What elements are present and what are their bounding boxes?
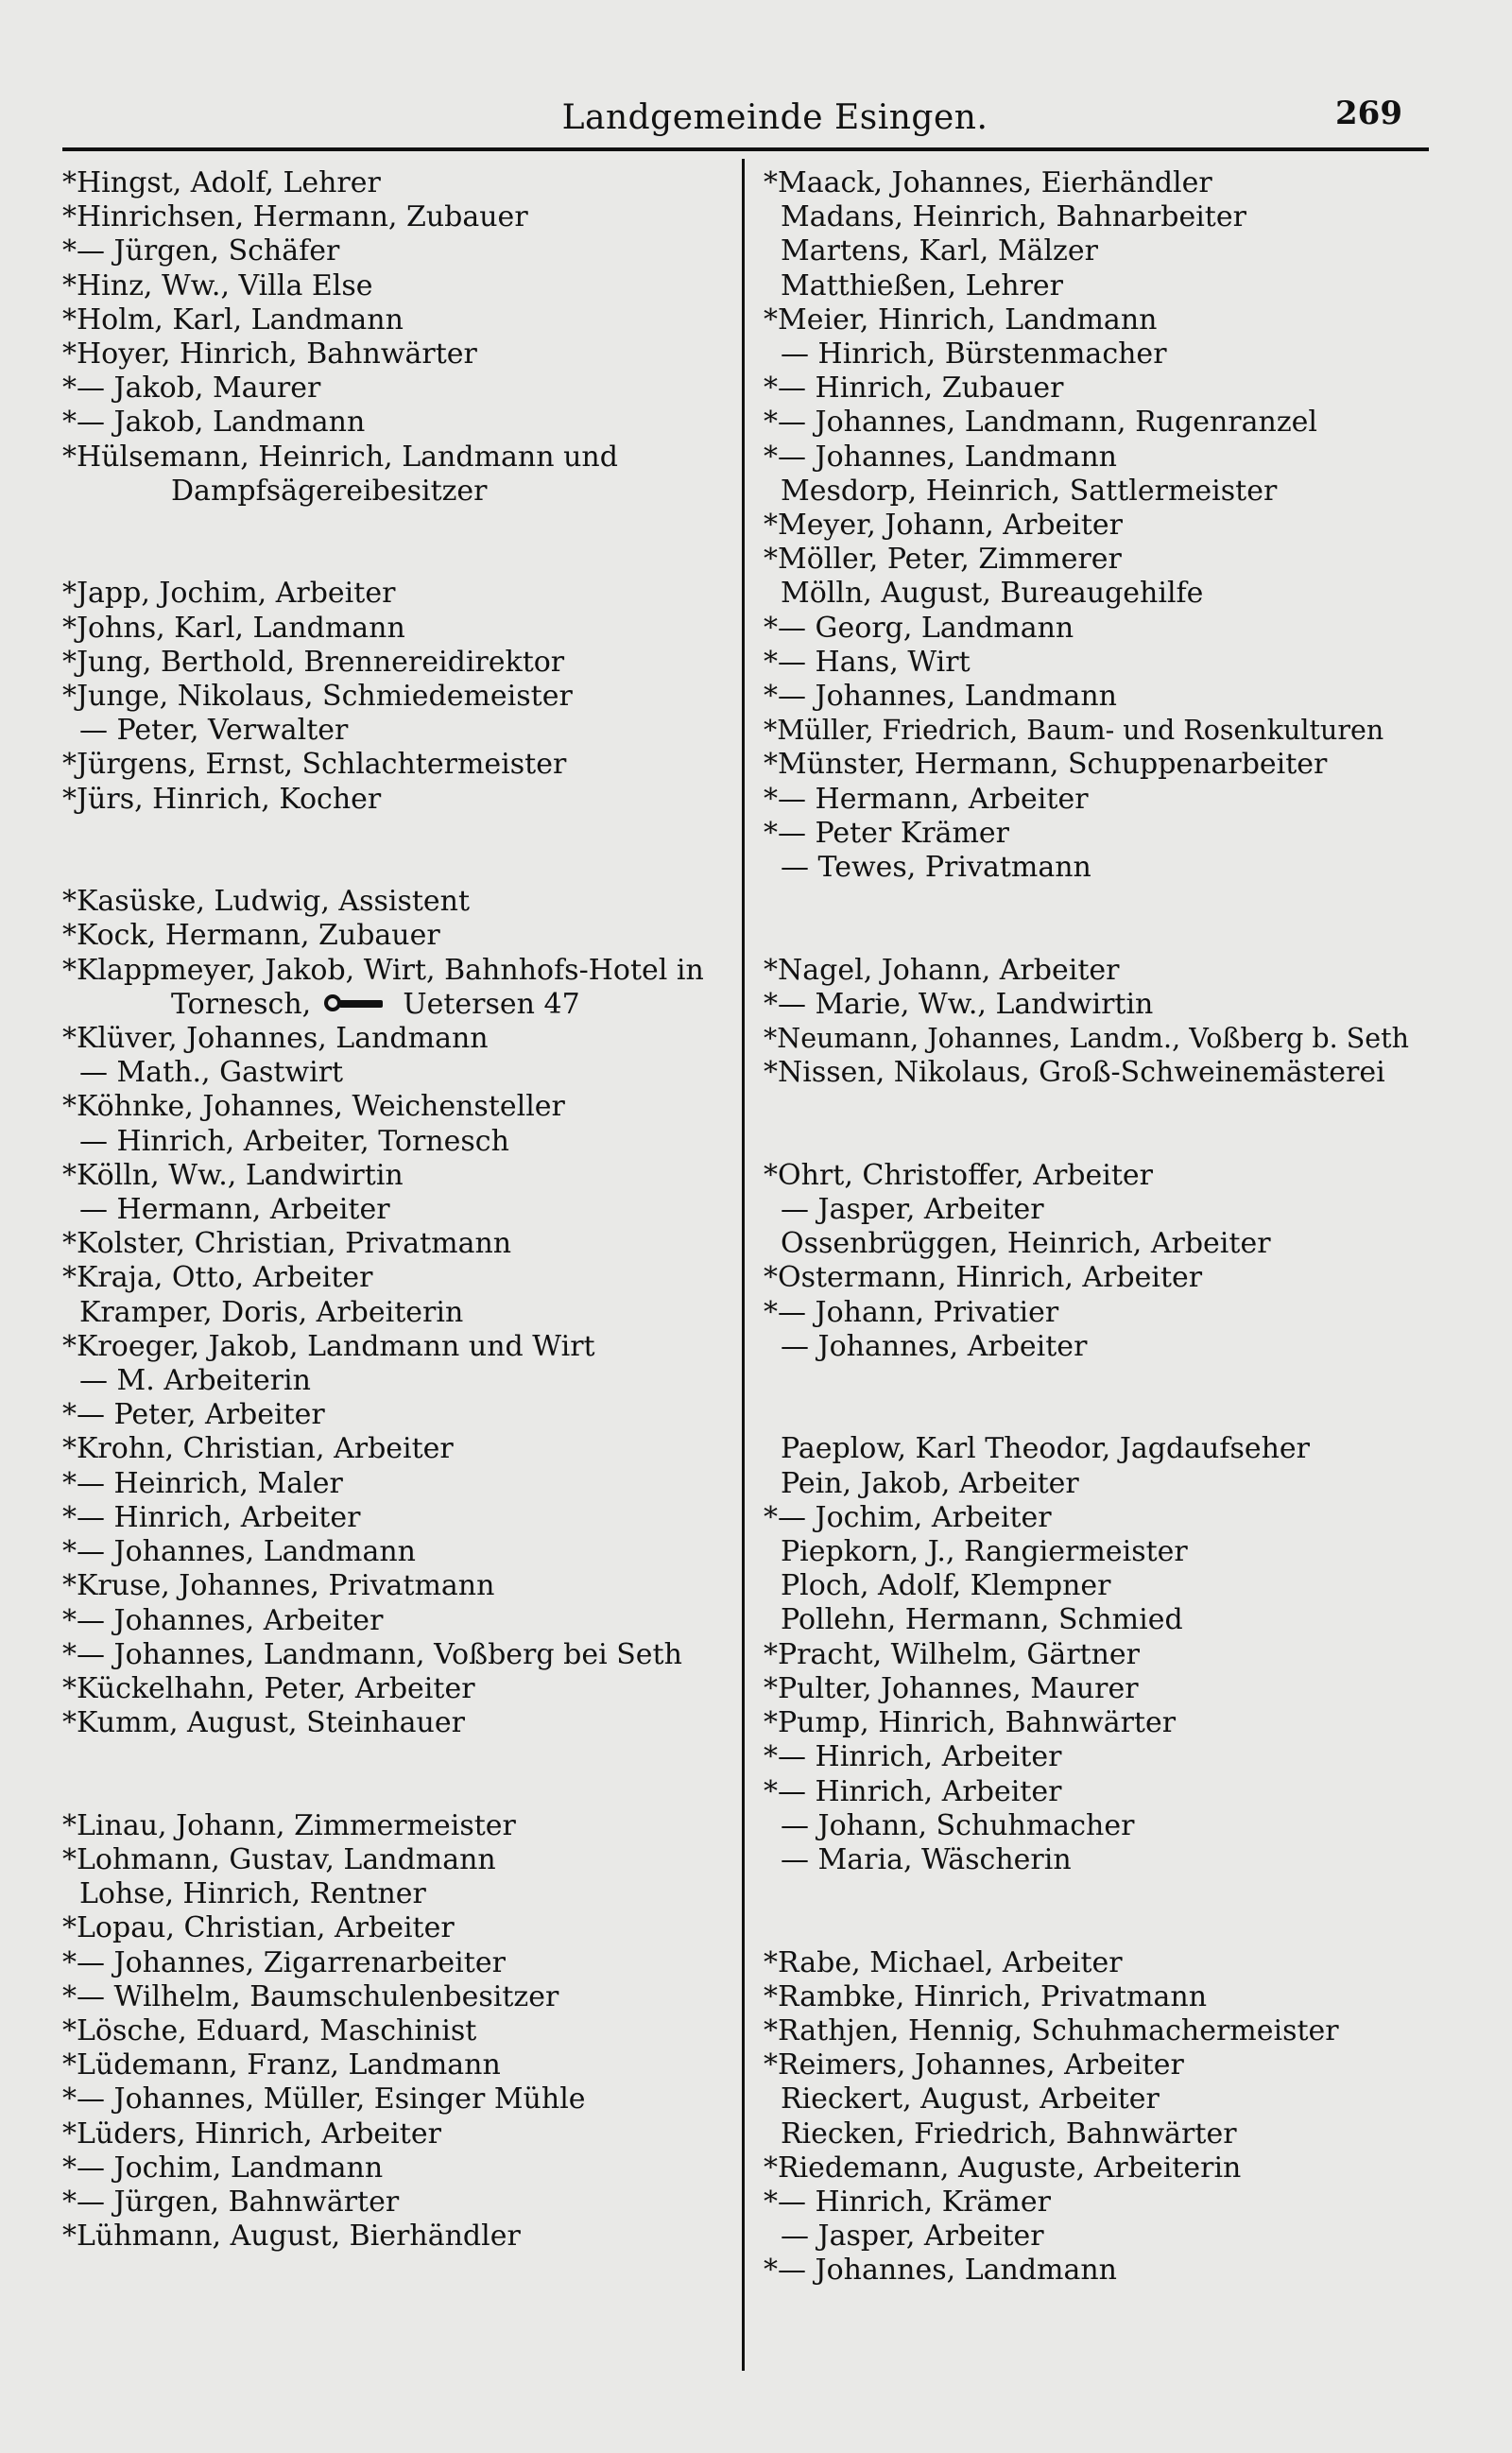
- left-column: [62, 166, 735, 2254]
- directory-entry: *Lösche, Eduard, Maschinist: [62, 2013, 477, 2047]
- directory-entry: *Lopau, Christian, Arbeiter: [62, 1911, 455, 1945]
- directory-entry: *Kruse, Johannes, Privatmann: [62, 1569, 495, 1603]
- letter-section-gap: [764, 1364, 1446, 1432]
- directory-entry: *Ohrt, Christoffer, Arbeiter: [764, 1158, 1154, 1192]
- directory-entry: *— Johannes, Zigarrenarbeiter: [62, 1945, 506, 1979]
- directory-entry-continuation: [62, 988, 735, 1022]
- directory-entry: — Maria, Wäscherin: [781, 1842, 1072, 1876]
- directory-entry: *Lüders, Hinrich, Arbeiter: [62, 2116, 441, 2151]
- directory-entry: *Nagel, Johann, Arbeiter: [764, 953, 1120, 987]
- directory-entry: *Köhnke, Johannes, Weichensteller: [62, 1090, 565, 1124]
- directory-entry: Paeplow, Karl Theodor, Jagdaufseher: [781, 1432, 1311, 1466]
- directory-entry: *Jung, Berthold, Brennereidirektor: [62, 645, 565, 679]
- directory-entry: *Junge, Nikolaus, Schmiedemeister: [62, 680, 573, 714]
- directory-entry: *Neumann, Johannes, Landm., Voßberg b. Seth: [764, 1023, 1409, 1055]
- directory-entry: *Meyer, Johann, Arbeiter: [764, 509, 1124, 543]
- directory-entry: Kramper, Doris, Arbeiterin: [79, 1295, 464, 1329]
- directory-entry: Pein, Jakob, Arbeiter: [781, 1466, 1079, 1500]
- directory-entry: *— Jürgen, Schäfer: [62, 234, 340, 268]
- directory-entry: *— Georg, Landmann: [764, 611, 1074, 645]
- directory-entry: *— Hans, Wirt: [764, 645, 971, 679]
- directory-entry: — Hinrich, Arbeiter, Tornesch: [79, 1124, 509, 1158]
- running-header: Landgemeinde Esingen.: [561, 98, 988, 137]
- directory-entry: Mölln, August, Bureaugehilfe: [781, 577, 1204, 611]
- directory-entry: — M. Arbeiterin: [79, 1364, 311, 1398]
- letter-section-gap: [764, 1090, 1446, 1158]
- directory-entry: — Hermann, Arbeiter: [79, 1193, 390, 1227]
- directory-entry: — Peter, Verwalter: [79, 714, 349, 748]
- directory-entry: *Klappmeyer, Jakob, Wirt, Bahnhofs-Hotel in: [62, 953, 704, 987]
- directory-entry: *Lüdemann, Franz, Landmann: [62, 2048, 501, 2082]
- directory-entry: Madans, Heinrich, Bahnarbeiter: [781, 200, 1246, 234]
- directory-entry: *Pracht, Wilhelm, Gärtner: [764, 1637, 1141, 1671]
- column-divider: [742, 159, 745, 2371]
- directory-entry: *Hingst, Adolf, Lehrer: [62, 166, 381, 199]
- directory-entry: *— Jochim, Landmann: [62, 2151, 384, 2185]
- directory-entry: *— Johannes, Landmann: [764, 680, 1118, 714]
- directory-entry: Mesdorp, Heinrich, Sattlermeister: [781, 474, 1278, 508]
- directory-entry: *— Hermann, Arbeiter: [764, 782, 1089, 816]
- directory-entry: Ossenbrüggen, Heinrich, Arbeiter: [781, 1227, 1271, 1261]
- directory-entry: *— Jürgen, Bahnwärter: [62, 2185, 400, 2219]
- directory-entry: *Kolster, Christian, Privatmann: [62, 1227, 512, 1261]
- directory-entry: Martens, Karl, Mälzer: [781, 234, 1098, 268]
- directory-entry: Matthießen, Lehrer: [781, 268, 1064, 302]
- directory-entry: — Math., Gastwirt: [79, 1056, 344, 1090]
- directory-entry: *Krohn, Christian, Arbeiter: [62, 1432, 454, 1466]
- directory-entry: Piepkorn, J., Rangiermeister: [781, 1535, 1188, 1569]
- directory-entry: *Johns, Karl, Landmann: [62, 611, 405, 645]
- directory-entry: — Jasper, Arbeiter: [781, 1193, 1044, 1227]
- directory-entry: *Japp, Jochim, Arbeiter: [62, 577, 396, 611]
- directory-entry: *Pulter, Johannes, Maurer: [764, 1671, 1139, 1705]
- directory-entry: *Riedemann, Auguste, Arbeiterin: [764, 2151, 1242, 2185]
- directory-entry: *Nissen, Nikolaus, Groß-Schweinemästerei: [764, 1056, 1385, 1090]
- directory-entry: — Jasper, Arbeiter: [781, 2220, 1044, 2254]
- directory-entry: *Kückelhahn, Peter, Arbeiter: [62, 1671, 475, 1705]
- directory-entry: Ploch, Adolf, Klempner: [781, 1569, 1111, 1603]
- directory-entry: *Hoyer, Hinrich, Bahnwärter: [62, 337, 477, 371]
- directory-entry: *Rabe, Michael, Arbeiter: [764, 1945, 1123, 1979]
- directory-entry: *Meier, Hinrich, Landmann: [764, 302, 1158, 337]
- directory-entry: *— Johannes, Landmann: [62, 1535, 417, 1569]
- header-rule: [62, 147, 1429, 151]
- directory-entry: *— Johannes, Landmann: [764, 2254, 1118, 2288]
- directory-entry: — Hinrich, Bürstenmacher: [781, 337, 1167, 371]
- directory-entry: Rieckert, August, Arbeiter: [781, 2082, 1160, 2116]
- directory-entry: *Kumm, August, Steinhauer: [62, 1706, 465, 1740]
- directory-entry: Pollehn, Hermann, Schmied: [781, 1603, 1183, 1637]
- directory-entry: *Maack, Johannes, Eierhändler: [764, 166, 1212, 199]
- directory-entry: *— Hinrich, Zubauer: [764, 371, 1064, 406]
- directory-entry: *Kölln, Ww., Landwirtin: [62, 1158, 404, 1192]
- directory-entry: *Hinrichsen, Hermann, Zubauer: [62, 200, 528, 234]
- letter-section-gap: [62, 509, 735, 577]
- directory-entry: *— Hinrich, Arbeiter: [764, 1740, 1062, 1774]
- directory-entry: *Kasüske, Ludwig, Assistent: [62, 885, 471, 919]
- letter-section-gap: [62, 817, 735, 885]
- directory-entry: *Linau, Johann, Zimmermeister: [62, 1808, 516, 1842]
- directory-entry: *Pump, Hinrich, Bahnwärter: [764, 1706, 1177, 1740]
- directory-entry: Lohse, Hinrich, Rentner: [79, 1877, 426, 1911]
- directory-entry: *Möller, Peter, Zimmerer: [764, 543, 1122, 577]
- page-number: 269: [1335, 95, 1402, 132]
- directory-entry: *— Johannes, Landmann, Voßberg bei Seth: [62, 1637, 682, 1671]
- directory-entry: *— Hinrich, Krämer: [764, 2185, 1051, 2219]
- directory-entry: *— Wilhelm, Baumschulenbesitzer: [62, 1979, 559, 2013]
- directory-entry: *Münster, Hermann, Schuppenarbeiter: [764, 748, 1328, 782]
- letter-section-gap: [764, 1877, 1446, 1945]
- directory-entry: Riecken, Friedrich, Bahnwärter: [781, 2116, 1237, 2151]
- directory-entry: *— Johannes, Landmann, Rugenranzel: [764, 406, 1317, 440]
- directory-entry: *Holm, Karl, Landmann: [62, 302, 404, 337]
- directory-entry: — Johannes, Arbeiter: [781, 1329, 1088, 1363]
- directory-entry: *— Peter Krämer: [764, 816, 1009, 850]
- directory-entry: *Jürgens, Ernst, Schlachtermeister: [62, 748, 567, 782]
- directory-entry: *— Hinrich, Arbeiter: [62, 1500, 361, 1534]
- directory-entry: *— Johannes, Arbeiter: [62, 1603, 384, 1637]
- directory-entry: *— Hinrich, Arbeiter: [764, 1774, 1062, 1808]
- directory-entry: *Klüver, Johannes, Landmann: [62, 1022, 489, 1056]
- directory-entry: *Kock, Hermann, Zubauer: [62, 919, 440, 953]
- right-column: [764, 166, 1446, 2289]
- directory-entry: *Kroeger, Jakob, Landmann und Wirt: [62, 1329, 595, 1363]
- directory-entry: *Ostermann, Hinrich, Arbeiter: [764, 1261, 1203, 1295]
- directory-entry: *Rathjen, Hennig, Schuhmachermeister: [764, 2013, 1339, 2047]
- directory-entry: *Lühmann, August, Bierhändler: [62, 2220, 521, 2254]
- telephone-number: Uetersen 47: [403, 987, 580, 1021]
- directory-entry: *Lohmann, Gustav, Landmann: [62, 1842, 496, 1876]
- directory-entry: *Rambke, Hinrich, Privatmann: [764, 1979, 1208, 2013]
- directory-entry: *— Heinrich, Maler: [62, 1466, 343, 1500]
- directory-entry: *Jürs, Hinrich, Kocher: [62, 782, 382, 816]
- directory-entry: — Johann, Schuhmacher: [781, 1808, 1135, 1842]
- directory-entry: *— Johannes, Landmann: [764, 440, 1118, 474]
- telephone-key-icon: [324, 993, 385, 1015]
- directory-entry: *— Johann, Privatier: [764, 1295, 1059, 1329]
- continuation-text: Tornesch,: [171, 987, 312, 1021]
- directory-entry: *Hinz, Ww., Villa Else: [62, 268, 373, 302]
- letter-section-gap: [764, 885, 1446, 953]
- directory-entry: *Hülsemann, Heinrich, Landmann und Dampfsägereibesitzer: [62, 440, 618, 508]
- directory-entry: *— Johannes, Müller, Esinger Mühle: [62, 2082, 586, 2116]
- directory-entry: *— Marie, Ww., Landwirtin: [764, 987, 1154, 1021]
- directory-entry: *Kraja, Otto, Arbeiter: [62, 1261, 373, 1295]
- letter-section-gap: [62, 1740, 735, 1808]
- directory-entry: *— Jakob, Landmann: [62, 406, 366, 440]
- directory-entry: *— Jochim, Arbeiter: [764, 1500, 1052, 1534]
- directory-entry: — Tewes, Privatmann: [781, 851, 1091, 885]
- directory-entry: *— Peter, Arbeiter: [62, 1398, 325, 1432]
- directory-entry: *Reimers, Johannes, Arbeiter: [764, 2048, 1184, 2082]
- directory-entry: *Müller, Friedrich, Baum- und Rosenkulturen: [764, 715, 1384, 747]
- directory-entry: *— Jakob, Maurer: [62, 371, 321, 406]
